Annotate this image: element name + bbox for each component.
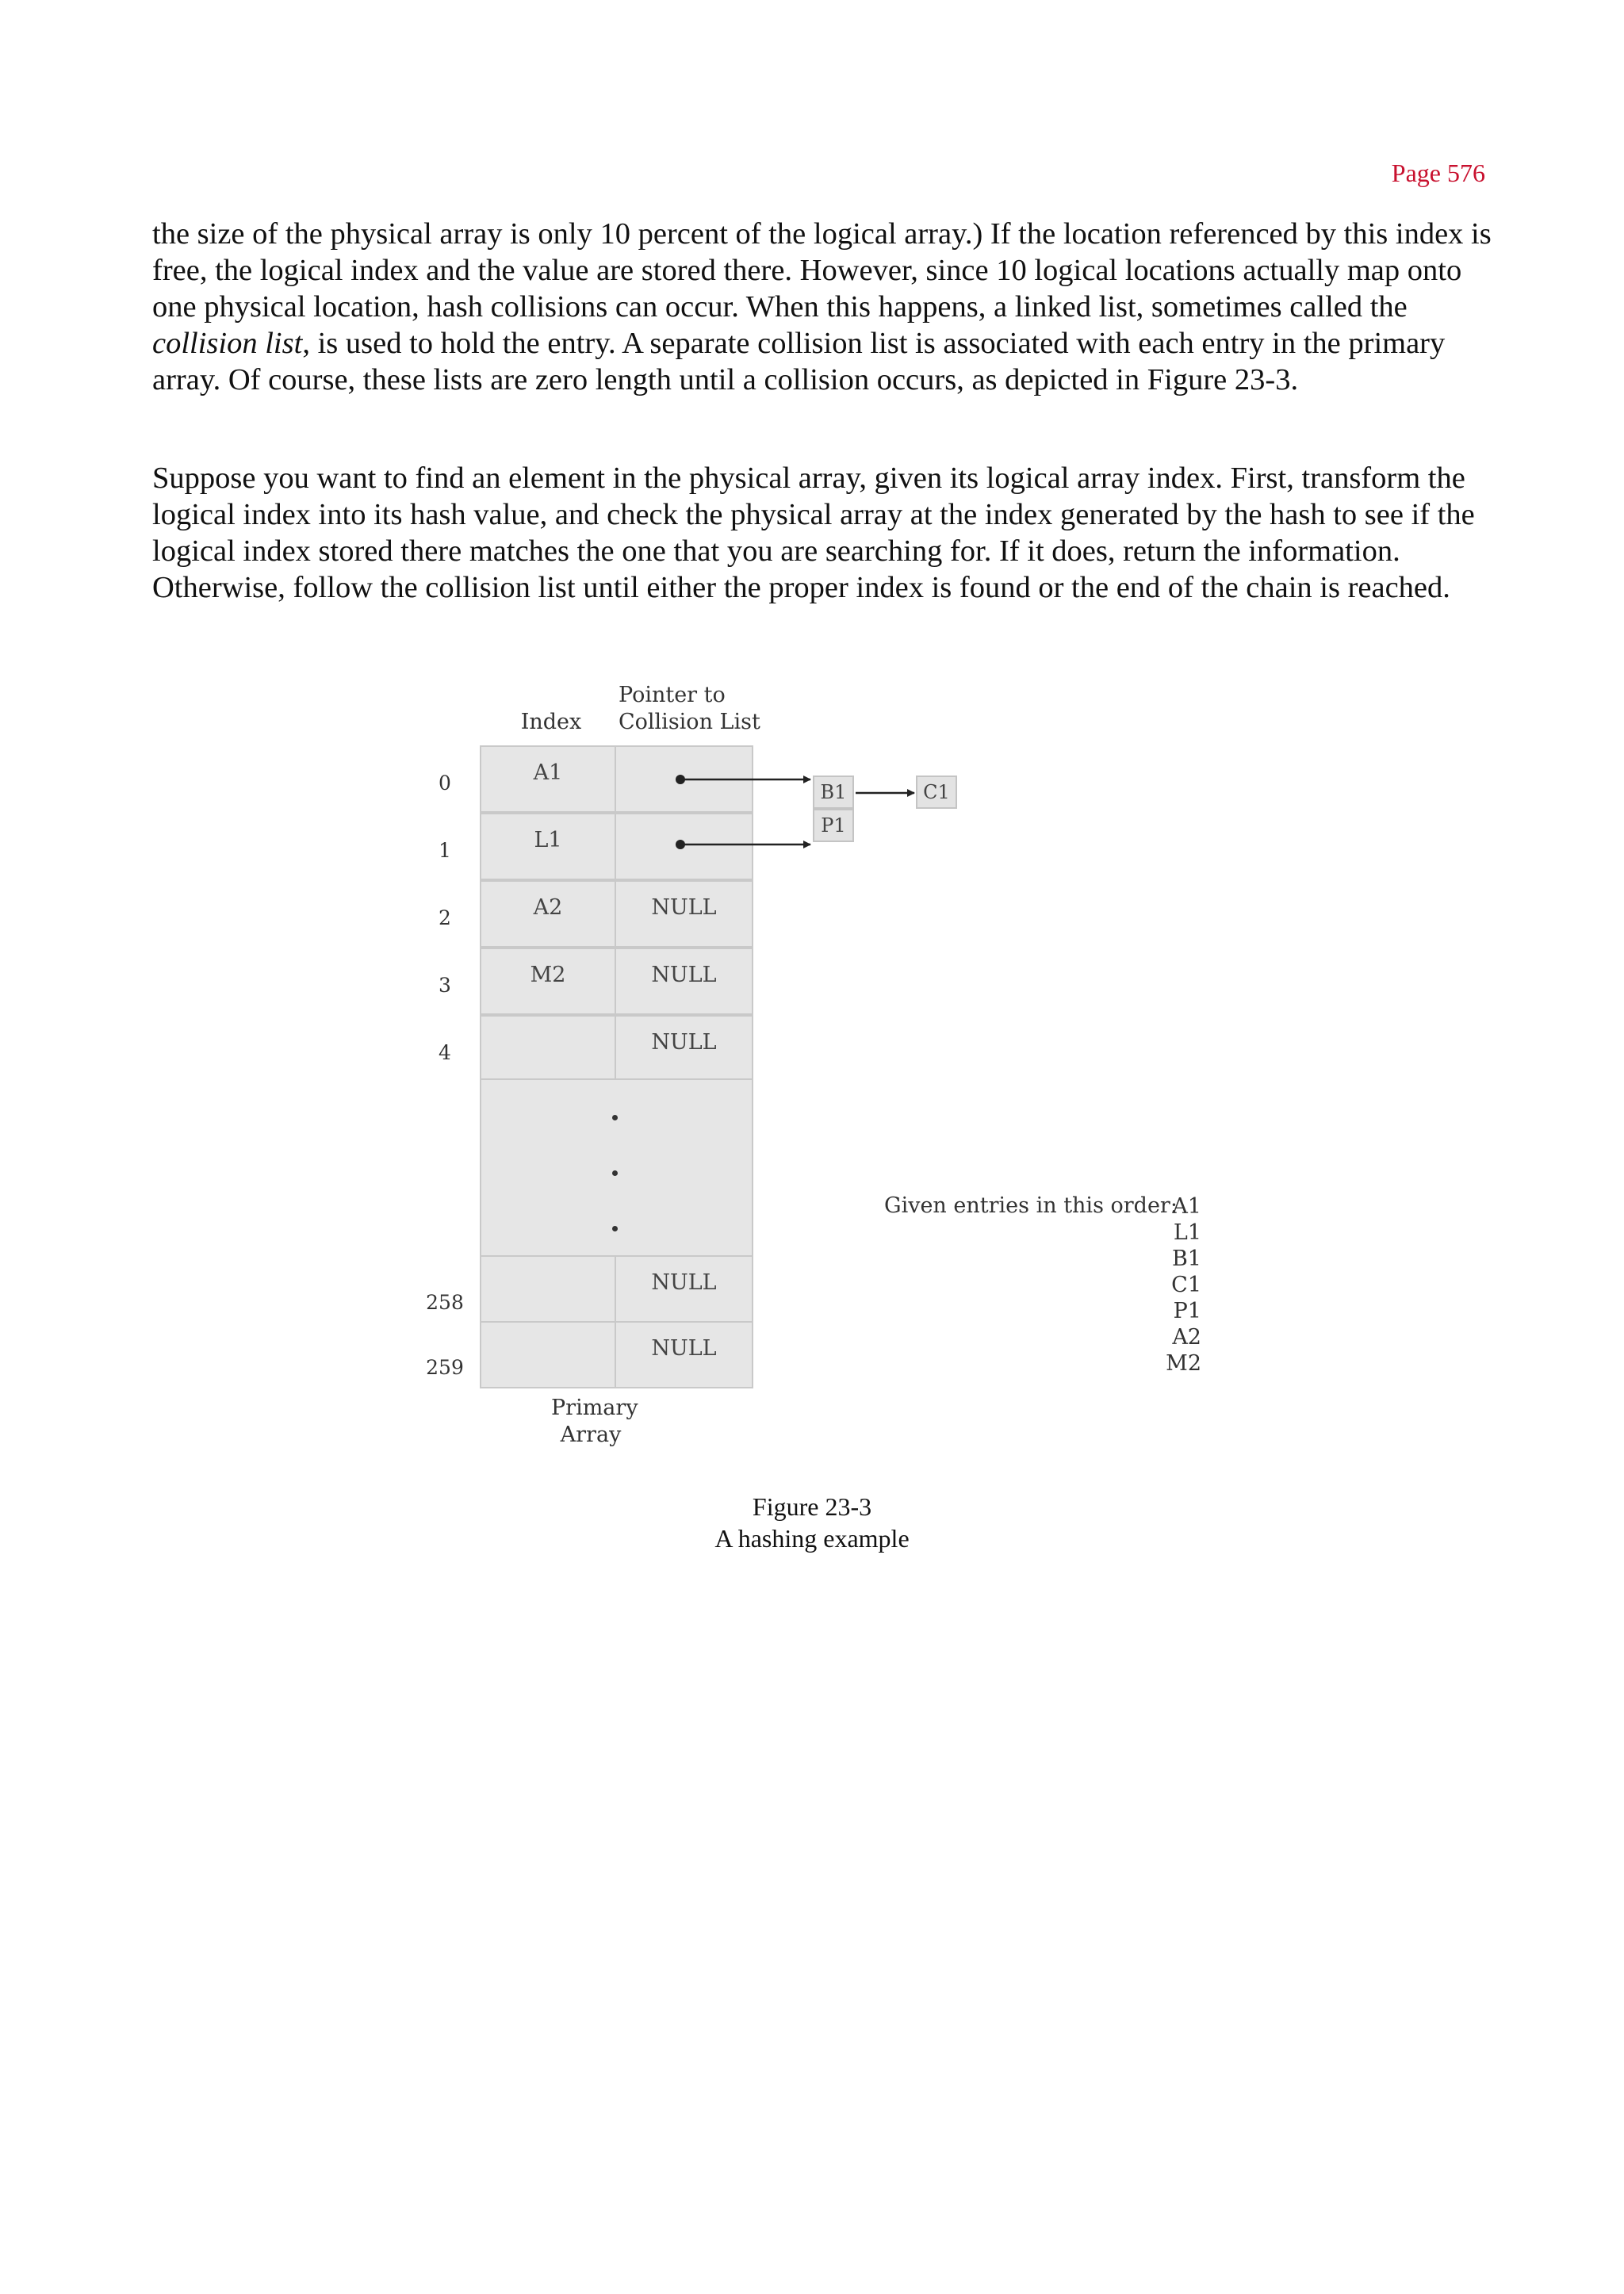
paragraph-lookup: Suppose you want to find an element in the physical array, given its logical array index. First, transform the logical index into its hash value, and check the physical array at the index generated by the hash to see if the logical index stored there matches the one that you are searching for. If it does, return the information. Otherwise, follow the collision list until either the proper index is found or the end of the chain is reached. xyxy=(152,461,1475,604)
pointer-value: NULL xyxy=(651,1336,717,1361)
pointer-value: NULL xyxy=(651,963,717,987)
collision-node: C1 xyxy=(916,776,957,809)
legend-entry: A2 xyxy=(1172,1325,1201,1350)
index-value: M2 xyxy=(530,963,566,987)
pointer-value: NULL xyxy=(651,1030,717,1055)
index-value: L1 xyxy=(534,828,562,852)
row-label: 3 xyxy=(439,974,451,997)
collision-node: B1 xyxy=(813,776,854,809)
pointer-value: NULL xyxy=(651,895,717,920)
legend-entry: B1 xyxy=(1171,1247,1201,1271)
legend-entry: L1 xyxy=(1173,1220,1201,1245)
row-label: 0 xyxy=(439,772,451,795)
row-label: 4 xyxy=(439,1041,451,1064)
paragraph-text: , is used to hold the entry. A separate collision list is associated with each entry in the primary array. Of course, these lists are zero length until a collision occurs, as depicted in Figure 23-3. xyxy=(152,327,1446,396)
footer-primary: Primary xyxy=(551,1396,638,1420)
term-collision-list: collision list xyxy=(152,327,303,360)
pointer-value: NULL xyxy=(651,1270,717,1295)
paragraph-text: the size of the physical array is only 10 percent of the logical array.) If the location referenced by this index is free, the logical index and the value are stored there. However, since 10 logical locations actually map onto one physical location, hash collisions can occur. When this happens, a linked list, sometimes called the xyxy=(152,217,1492,324)
legend-title: Given entries in this order: xyxy=(884,1193,1178,1218)
row-label: 259 xyxy=(426,1356,464,1379)
index-value: A1 xyxy=(533,760,563,785)
index-value: A2 xyxy=(533,895,563,920)
header-pointer-line1: Pointer to xyxy=(619,683,726,707)
collision-node: P1 xyxy=(813,809,854,842)
header-index: Index xyxy=(520,710,582,734)
figure-caption-title: A hashing example xyxy=(714,1524,910,1553)
footer-array: Array xyxy=(560,1423,622,1447)
row-label: 1 xyxy=(439,839,451,862)
legend-entry: M2 xyxy=(1166,1351,1201,1376)
hashing-figure xyxy=(424,678,1217,1471)
legend-entry: C1 xyxy=(1171,1273,1201,1297)
legend-list xyxy=(1154,1193,1201,1377)
header-pointer-line2: Collision List xyxy=(619,710,760,734)
row-label: 2 xyxy=(439,906,451,929)
legend-entry: P1 xyxy=(1173,1299,1201,1323)
row-label: 258 xyxy=(426,1291,464,1314)
paragraph-collision-list xyxy=(152,216,1492,398)
page-number: Page 576 xyxy=(1391,159,1485,187)
legend-entry: A1 xyxy=(1172,1194,1201,1219)
figure-caption-number: Figure 23-3 xyxy=(752,1492,872,1521)
